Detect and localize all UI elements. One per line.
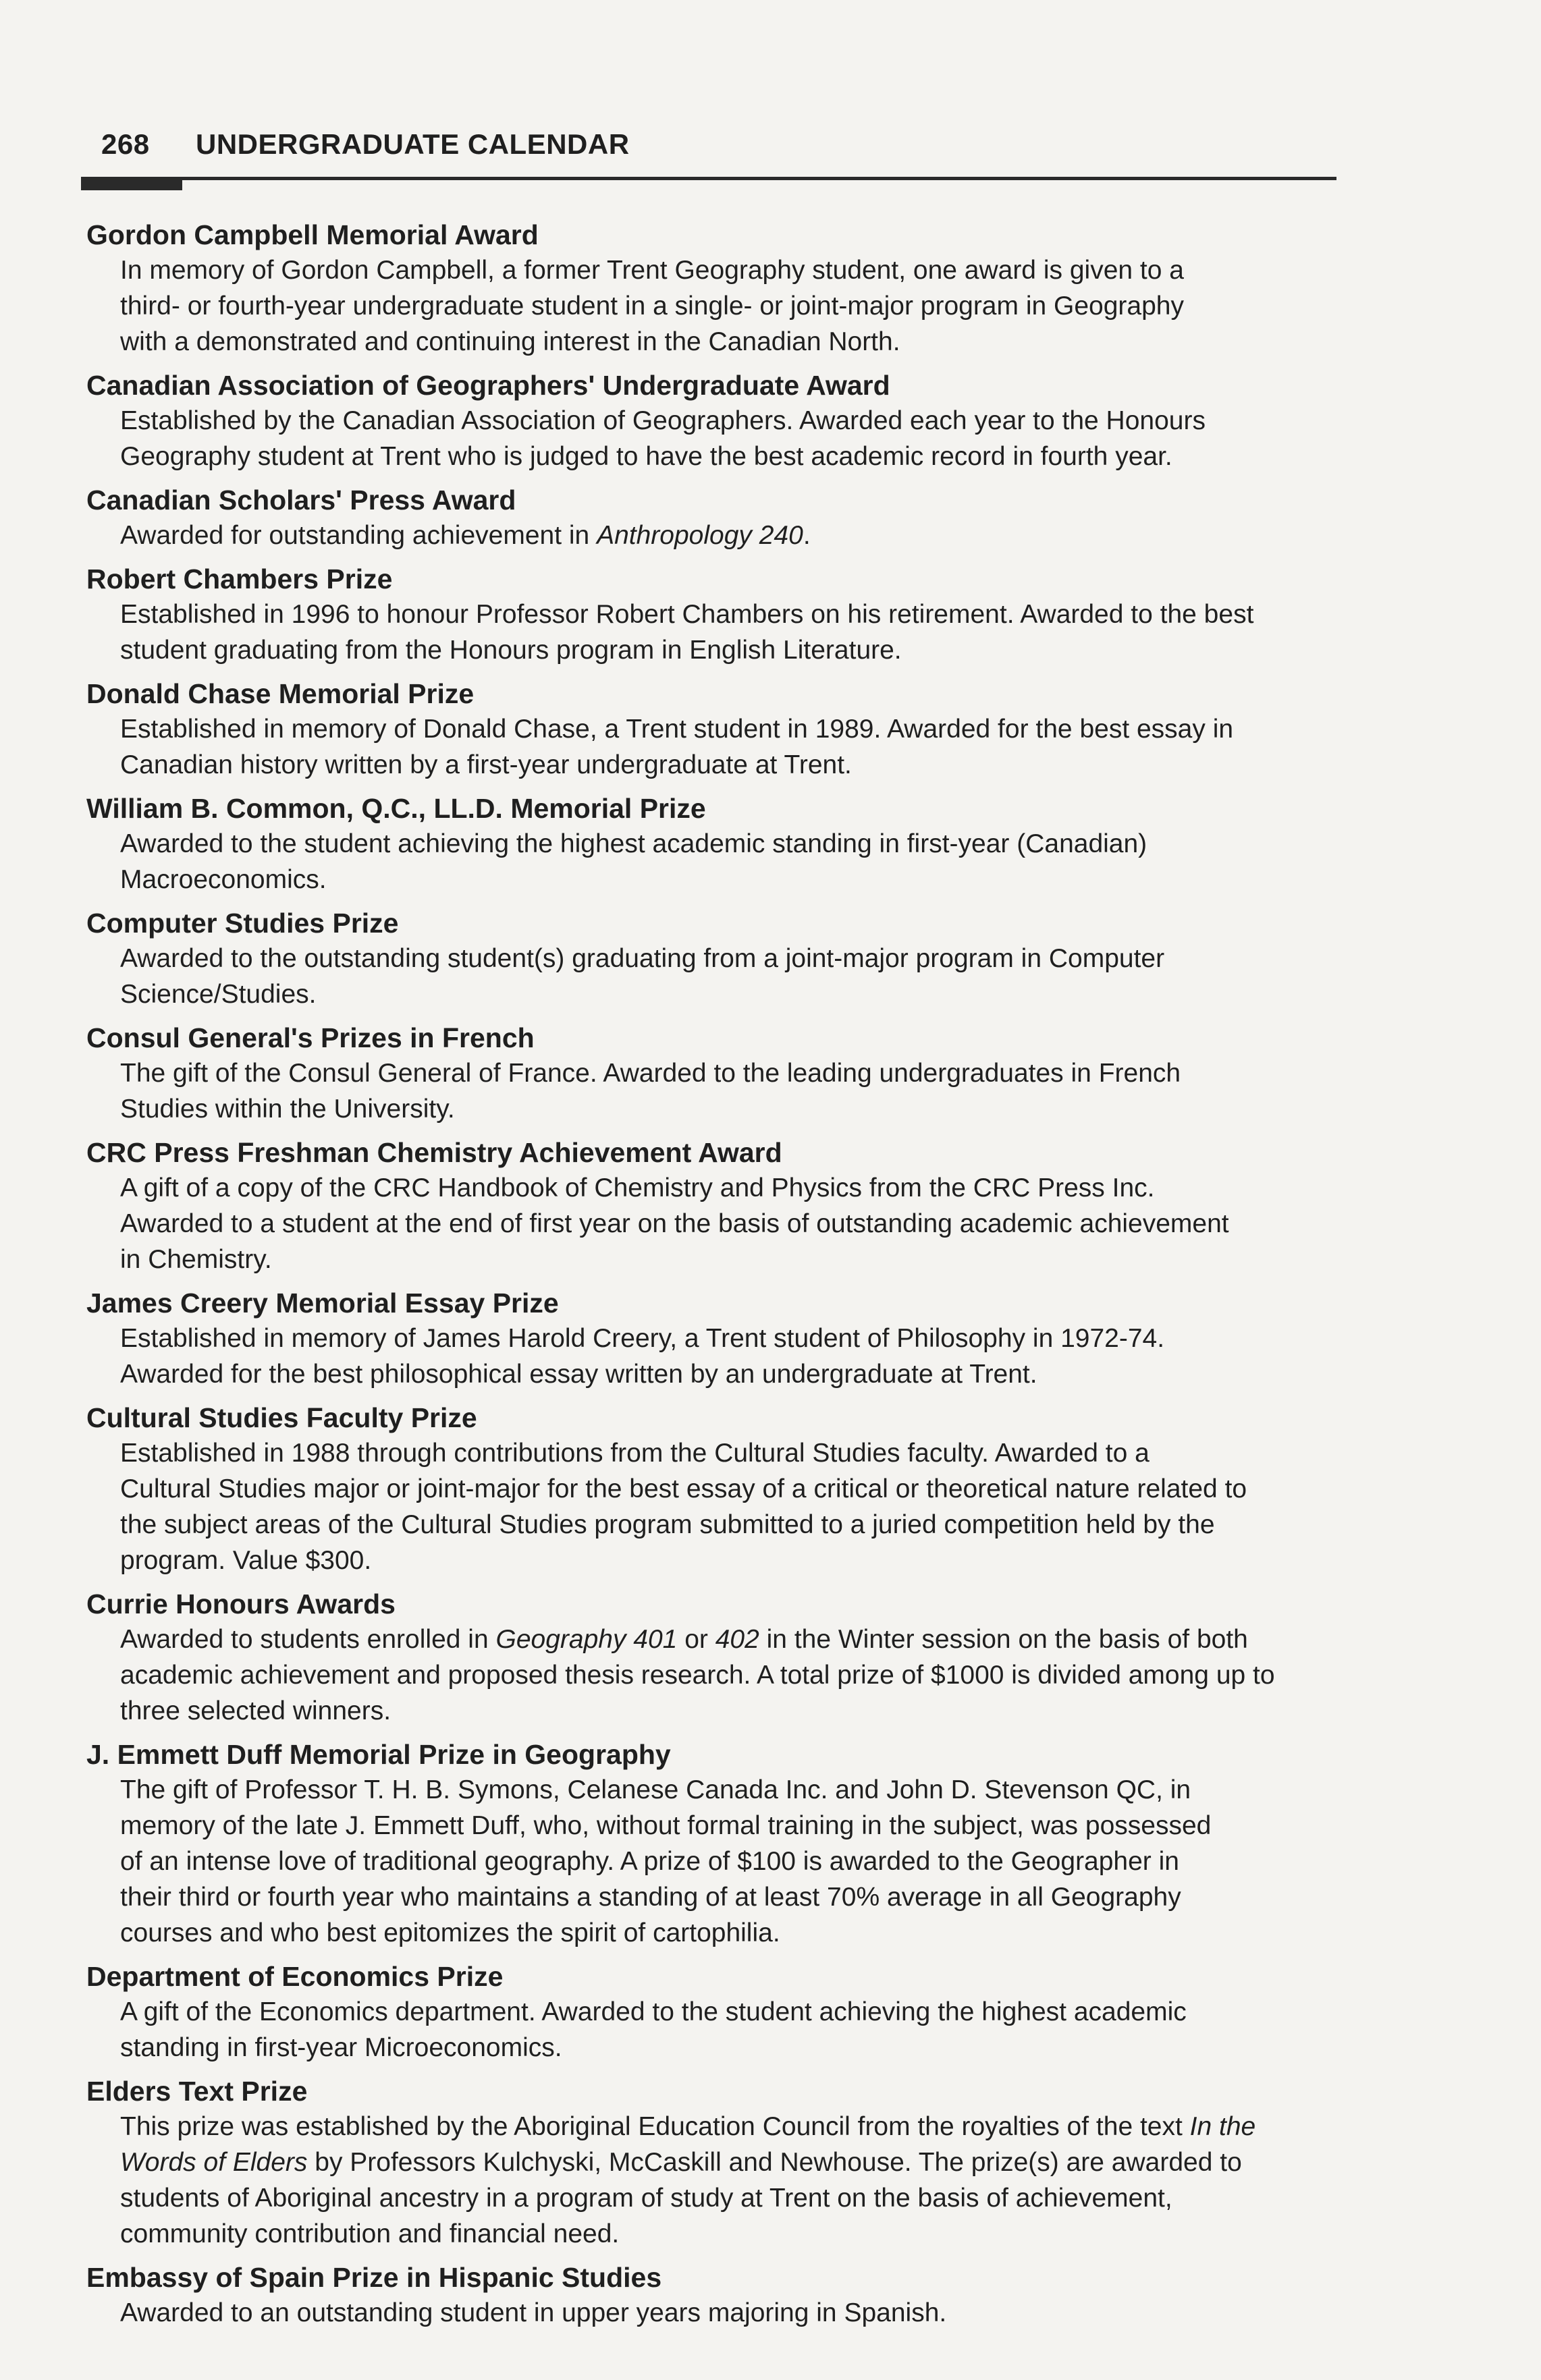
- award-description-line: Established in 1996 to honour Professor Robert Chambers on his retirement. Awarded to the best: [120, 600, 1254, 629]
- award-description-line: A gift of a copy of the CRC Handbook of Chemistry and Physics from the CRC Press Inc.: [120, 1173, 1155, 1202]
- award-description: [86, 597, 1355, 668]
- award-description-line: Geography student at Trent who is judged to have the best academic record in fourth year.: [120, 442, 1172, 471]
- award-description-line: Macroeconomics.: [120, 865, 327, 894]
- award-entry: [86, 1586, 1355, 1729]
- award-description: [86, 826, 1355, 897]
- award-description-line: Awarded to the student achieving the highest academic standing in first-year (Canadian): [120, 829, 1147, 858]
- page-number: 268: [101, 128, 150, 160]
- award-description-line: A gift of the Economics department. Awarded to the student achieving the highest academic: [120, 1997, 1187, 2026]
- award-description-text: This prize was established by the Aboriginal Education Council from the royalties of the text: [120, 2112, 1190, 2141]
- course-name: 402: [715, 1625, 759, 1654]
- award-list: [86, 217, 1355, 2339]
- award-entry: [86, 1135, 1355, 1277]
- award-title: Elders Text Prize: [86, 2076, 308, 2107]
- award-entry: [86, 1285, 1355, 1392]
- award-title: Computer Studies Prize: [86, 908, 399, 939]
- award-entry: [86, 1020, 1355, 1127]
- award-title: Department of Economics Prize: [86, 1961, 504, 1992]
- award-description-line: Awarded to a student at the end of first year on the basis of outstanding academic achievement: [120, 1209, 1229, 1238]
- award-description-text: in the Winter session on the basis of both academic achievement and proposed thesis research. A total prize of $1000 is divided among up to three selected winners.: [120, 1625, 1275, 1725]
- award-description: [86, 1772, 1355, 1951]
- course-name: Anthropology 240: [597, 521, 803, 550]
- award-description-line: Cultural Studies major or joint-major for the best essay of a critical or theoretical nature related to: [120, 1474, 1247, 1503]
- running-title: UNDERGRADUATE CALENDAR: [196, 128, 630, 160]
- award-description: [86, 1055, 1355, 1127]
- award-description: [86, 2109, 1274, 2252]
- award-entry: [86, 368, 1355, 474]
- award-title: Gordon Campbell Memorial Award: [86, 219, 539, 250]
- award-description: [86, 1994, 1355, 2066]
- award-description-line: standing in first-year Microeconomics.: [120, 2033, 562, 2062]
- award-entry: [86, 561, 1355, 668]
- award-title: CRC Press Freshman Chemistry Achievement Award: [86, 1137, 782, 1168]
- award-description-line: The gift of Professor T. H. B. Symons, Celanese Canada Inc. and John D. Stevenson QC, in: [120, 1775, 1191, 1804]
- award-title: Consul General's Prizes in French: [86, 1022, 535, 1053]
- award-description-line: student graduating from the Honours program in English Literature.: [120, 636, 902, 665]
- award-description-line: with a demonstrated and continuing interest in the Canadian North.: [120, 327, 900, 356]
- award-description-text: or: [677, 1625, 715, 1654]
- award-description-line: Canadian history written by a first-year undergraduate at Trent.: [120, 750, 852, 779]
- award-entry: [86, 482, 1355, 553]
- award-description-line: Awarded to an outstanding student in upper years majoring in Spanish.: [120, 2298, 947, 2327]
- award-title: Embassy of Spain Prize in Hispanic Studies: [86, 2262, 662, 2293]
- award-entry: [86, 2260, 1355, 2331]
- award-title: Canadian Association of Geographers' Undergraduate Award: [86, 370, 890, 401]
- award-description: [86, 1321, 1355, 1392]
- award-description-text: Awarded for outstanding achievement in: [120, 521, 597, 550]
- award-description: [86, 252, 1355, 360]
- award-title: Canadian Scholars' Press Award: [86, 485, 516, 516]
- course-name: Geography 401: [495, 1625, 678, 1654]
- award-description-line: of an intense love of traditional geography. A prize of $100 is awarded to the Geographer in: [120, 1847, 1179, 1876]
- award-description-line: courses and who best epitomizes the spirit of cartophilia.: [120, 1918, 780, 1947]
- award-description: [86, 941, 1355, 1012]
- award-title: Cultural Studies Faculty Prize: [86, 1402, 477, 1433]
- award-description: [86, 1435, 1355, 1578]
- award-title: Currie Honours Awards: [86, 1588, 396, 1620]
- award-description-line: Awarded to the outstanding student(s) graduating from a joint-major program in Computer: [120, 944, 1165, 973]
- award-description-line: The gift of the Consul General of France. Awarded to the leading undergraduates in French: [120, 1059, 1181, 1088]
- award-description-text: Awarded to students enrolled in: [120, 1625, 496, 1654]
- award-description: [86, 1170, 1355, 1277]
- award-title: William B. Common, Q.C., LL.D. Memorial Prize: [86, 793, 706, 824]
- award-entry: [86, 676, 1355, 783]
- award-title: Robert Chambers Prize: [86, 563, 393, 594]
- award-description-line: memory of the late J. Emmett Duff, who, without formal training in the subject, was possessed: [120, 1811, 1212, 1840]
- award-description-line: Established in memory of James Harold Creery, a Trent student of Philosophy in 1972-74.: [120, 1324, 1165, 1353]
- award-title: James Creery Memorial Essay Prize: [86, 1288, 559, 1319]
- award-entry: [86, 1959, 1355, 2066]
- award-description-line: their third or fourth year who maintains a standing of at least 70% average in all Geography: [120, 1883, 1181, 1912]
- award-description-line: In memory of Gordon Campbell, a former Trent Geography student, one award is given to a: [120, 256, 1184, 285]
- award-entry: [86, 906, 1355, 1012]
- award-description-text: .: [803, 521, 811, 550]
- award-description-text: by Professors Kulchyski, McCaskill and Newhouse. The prize(s) are awarded to students of Aboriginal ancestry in a program of study at Trent on the basis of achievement, community contribution and financial need.: [120, 2148, 1242, 2248]
- award-entry: [86, 791, 1355, 897]
- award-title: Donald Chase Memorial Prize: [86, 678, 475, 709]
- award-description: [86, 711, 1355, 783]
- award-description-line: third- or fourth-year undergraduate student in a single- or joint-major program in Geography: [120, 292, 1184, 321]
- header-rule: [81, 177, 1336, 180]
- award-description: [86, 403, 1355, 474]
- award-description-line: Established in memory of Donald Chase, a Trent student in 1989. Awarded for the best essay in: [120, 715, 1234, 744]
- header-rule-block: [81, 177, 182, 190]
- award-entry: [86, 1400, 1355, 1578]
- award-description-line: Established in 1988 through contributions from the Cultural Studies faculty. Awarded to a: [120, 1439, 1150, 1468]
- award-description-line: in Chemistry.: [120, 1245, 272, 1274]
- award-description: [86, 1622, 1281, 1729]
- award-description-line: program. Value $300.: [120, 1546, 372, 1575]
- award-description: [86, 518, 1355, 553]
- award-entry: [86, 217, 1355, 360]
- book-title: In the Words of Elders: [120, 2112, 1256, 2177]
- award-entry: [86, 2074, 1355, 2252]
- award-title: J. Emmett Duff Memorial Prize in Geography: [86, 1739, 671, 1770]
- award-description-line: the subject areas of the Cultural Studies program submitted to a juried competition held by the: [120, 1510, 1215, 1539]
- award-description-line: Established by the Canadian Association of Geographers. Awarded each year to the Honours: [120, 406, 1206, 435]
- award-description: [86, 2295, 1355, 2331]
- award-description-line: Science/Studies.: [120, 980, 317, 1009]
- award-description-line: Studies within the University.: [120, 1095, 455, 1124]
- award-entry: [86, 1737, 1355, 1951]
- page-header: [101, 128, 630, 161]
- award-description-line: Awarded for the best philosophical essay written by an undergraduate at Trent.: [120, 1360, 1037, 1389]
